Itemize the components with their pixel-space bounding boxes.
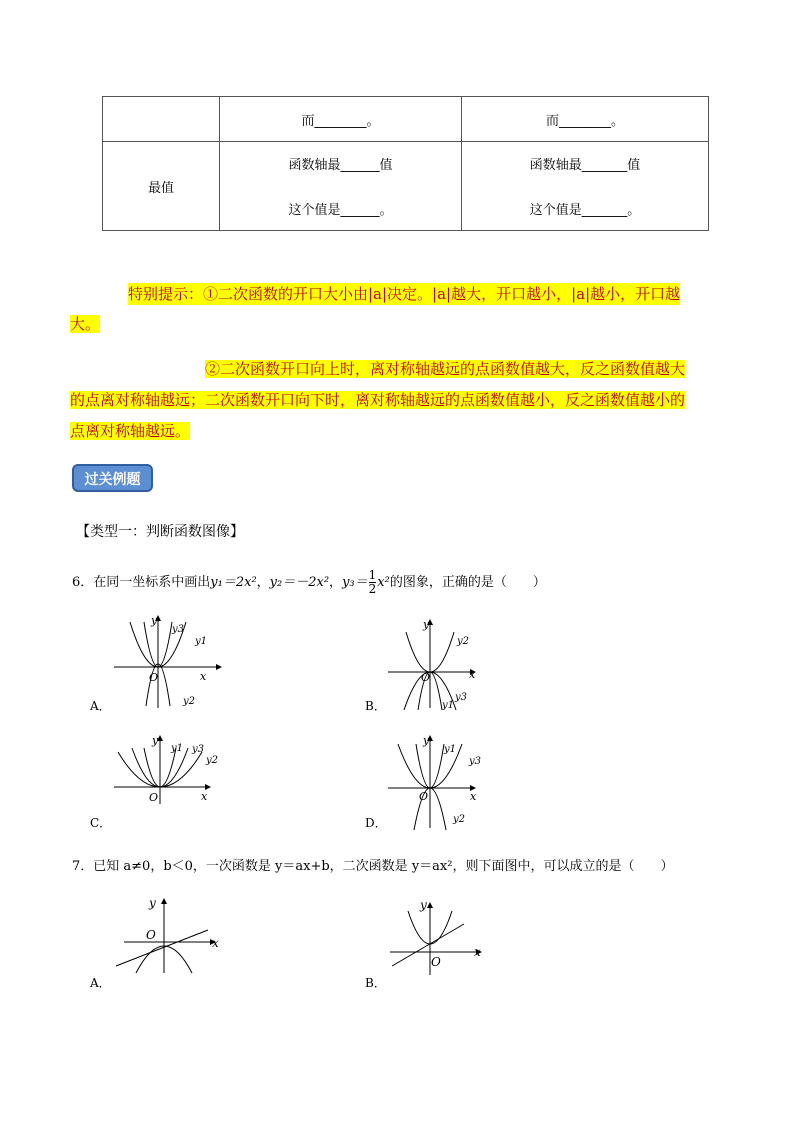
graph-option-b (386, 614, 496, 710)
curve-label-y2: y2 (457, 636, 470, 647)
option-d-label[interactable]: D． (365, 816, 387, 830)
q7-option-b-label[interactable]: B． (365, 976, 386, 990)
tip-line-4: 的点离对称轴越远；二次函数开口向下时，离对称轴越远的点函数值越小，反之函数值越小的 (70, 391, 686, 409)
question-7-stem: 7．已知 a≠0，b＜0，一次函数是 y＝ax+b，二次函数是 y＝ax²，则下面图中，可以成立的是（ ） (72, 859, 674, 874)
tip-line-5: 点离对称轴越远。 (70, 422, 191, 440)
axis-y-label: y (149, 896, 156, 910)
graph-option-c (112, 734, 222, 806)
curve-label-y1: y1 (442, 700, 455, 710)
option-b-label[interactable]: B． (365, 699, 386, 713)
origin-label: O (146, 928, 156, 942)
cell-line: 这个值是_______。 (529, 203, 641, 218)
table-cell (103, 97, 220, 142)
origin-label: O (419, 790, 429, 803)
formula-y2: y₂＝－2x² (269, 575, 330, 590)
stem-text: 的图象，正确的是（ ） (389, 575, 546, 590)
axis-x-label: x (474, 945, 481, 959)
fraction (369, 569, 377, 596)
curve-label-y2: y2 (206, 755, 219, 766)
option-a-label[interactable]: A． (90, 699, 111, 713)
fraction-denominator: 2 (368, 582, 377, 596)
cell-line: 函数轴最______值 (288, 158, 393, 173)
cell-line: 函数轴最_______值 (529, 158, 641, 173)
stem-text: 6．在同一坐标系中画出 (72, 575, 211, 590)
axis-x-label: x (212, 936, 219, 950)
curve-label-y1: y1 (171, 743, 184, 754)
curve-label-y3: y3 (469, 756, 482, 767)
formula-y3-suffix: x² (377, 575, 390, 590)
axis-y-label: y (151, 614, 158, 627)
tip-line-1: 特别提示：①二次函数的开口大小由|a|决定。|a|越大，开口越小，|a|越小，开口越 (128, 285, 681, 303)
graph-q7-option-a (112, 893, 224, 975)
axis-x-label: x (470, 790, 477, 803)
axis-y-label: y (423, 618, 430, 631)
origin-label: O (149, 671, 159, 684)
curve-label-y2: y2 (453, 814, 466, 825)
table-cell (220, 142, 462, 231)
origin-label: O (421, 671, 431, 684)
q7-option-a-label[interactable]: A． (90, 976, 111, 990)
graph-option-d (386, 734, 496, 830)
curve-label-y3: y3 (192, 744, 205, 755)
tip-line-3: ②二次函数开口向上时，离对称轴越远的点函数值越大，反之函数值越大 (205, 360, 686, 378)
table-cell (462, 142, 709, 231)
curve-label-y2: y2 (183, 696, 196, 707)
curve-label-y1: y1 (444, 744, 457, 755)
axis-x-label: x (201, 790, 208, 803)
origin-label: O (431, 955, 441, 969)
formula-y3-prefix: y₃＝ (342, 575, 368, 590)
axis-y-label: y (152, 734, 159, 747)
question-6-stem: 6．在同一坐标系中画出y₁＝2x²，y₂＝－2x²，y₃＝ $\frac{1}{2}$ x²的图象，正确的是（ ） (72, 568, 546, 596)
curve-label-y3: y3 (455, 692, 468, 703)
table-cell: 而________。 (220, 97, 462, 142)
curve-label-y3: y3 (172, 624, 185, 635)
cell-line: 这个值是______。 (288, 203, 393, 218)
axis-x-label: x (200, 670, 207, 683)
graph-option-a (112, 614, 222, 710)
graph-q7-option-b (386, 893, 498, 975)
option-c-label[interactable]: C． (90, 816, 112, 830)
fraction-numerator: 1 (368, 568, 377, 582)
type-heading: 【类型一：判断函数图像】 (76, 524, 244, 540)
curve-label-y1: y1 (195, 636, 208, 647)
tip-line-2: 大。 (70, 315, 101, 333)
section-tag: 过关例题 (72, 464, 153, 492)
axis-y-label: y (420, 898, 427, 912)
origin-label: O (149, 791, 159, 804)
extremum-table (102, 96, 709, 231)
table-cell: 而________。 (462, 97, 709, 142)
axis-x-label: x (469, 668, 476, 681)
axis-y-label: y (423, 734, 430, 747)
table-cell-extremum: 最值 (103, 142, 220, 231)
formula-y1: y₁＝2x² (210, 575, 257, 590)
